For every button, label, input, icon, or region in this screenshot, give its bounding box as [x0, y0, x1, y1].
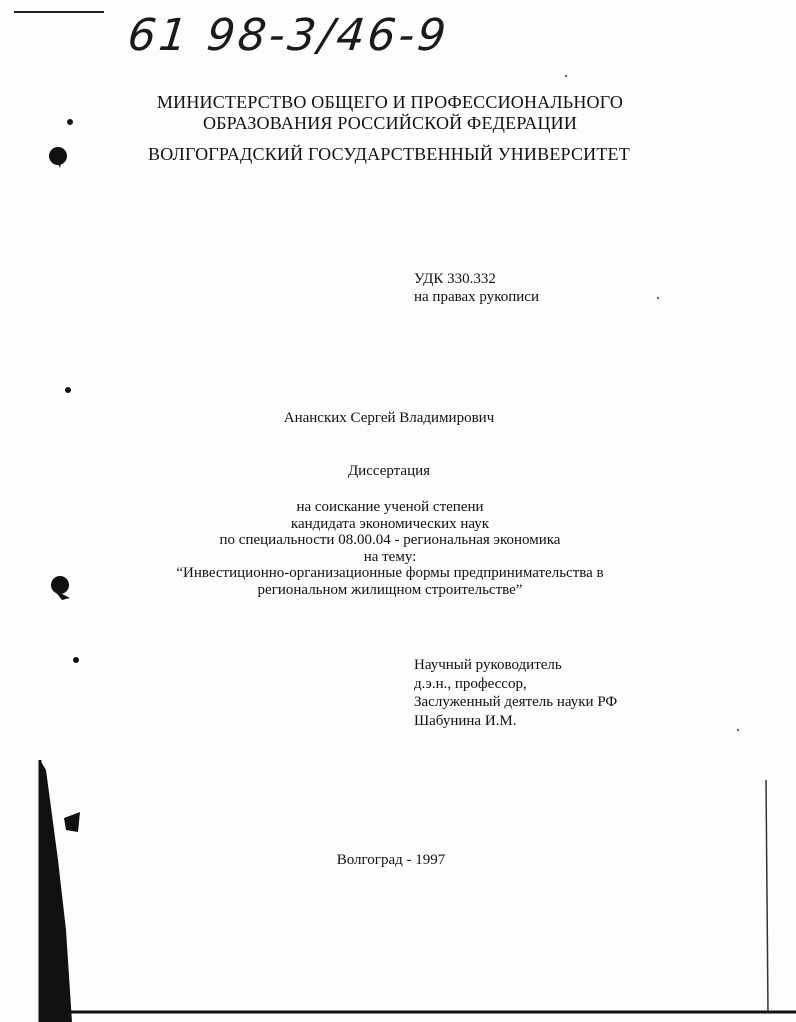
degree-block — [0, 499, 780, 598]
rights-note: на правах рукописи — [414, 289, 539, 305]
supervisor-degree: д.э.н., профессор, — [414, 675, 527, 692]
supervisor-honor: Заслуженный деятель науки РФ — [414, 694, 618, 710]
degree-line-2: кандидата экономических наук — [290, 515, 490, 532]
classification-block — [414, 270, 539, 306]
supervisor-name: Шабунина И.М. — [414, 712, 517, 729]
university-heading: ВОЛГОГРАДСКИЙ ГОСУДАРСТВЕННЫЙ УНИВЕРСИТЕТ — [148, 144, 630, 164]
udk-code: УДК 330.332 — [414, 271, 496, 287]
supervisor-block — [414, 656, 617, 730]
place-and-year: Волгоград - 1997 — [336, 852, 446, 868]
handwritten-archive-number: 61 98-3/46-9 — [125, 10, 452, 61]
degree-line-1: на соискание ученой степени — [296, 499, 484, 515]
ministry-heading — [0, 92, 780, 134]
ministry-line-2: ОБРАЗОВАНИЯ РОССИЙСКОЙ ФЕДЕРАЦИИ — [202, 113, 578, 133]
thesis-title-line-1: “Инвестиционно-организационные формы предпринимательства в — [176, 565, 604, 581]
thesis-title-line-2: региональном жилищном строительстве” — [257, 581, 523, 598]
degree-line-4: на тему: — [363, 548, 417, 565]
author-name: Ананских Сергей Владимирович — [283, 410, 495, 426]
ministry-line-1: МИНИСТЕРСТВО ОБЩЕГО И ПРОФЕССИОНАЛЬНОГО — [156, 92, 624, 112]
degree-line-3: по специальности 08.00.04 - региональная экономика — [219, 532, 561, 548]
supervisor-role: Научный руководитель — [414, 657, 562, 673]
document-type: Диссертация — [347, 463, 431, 479]
